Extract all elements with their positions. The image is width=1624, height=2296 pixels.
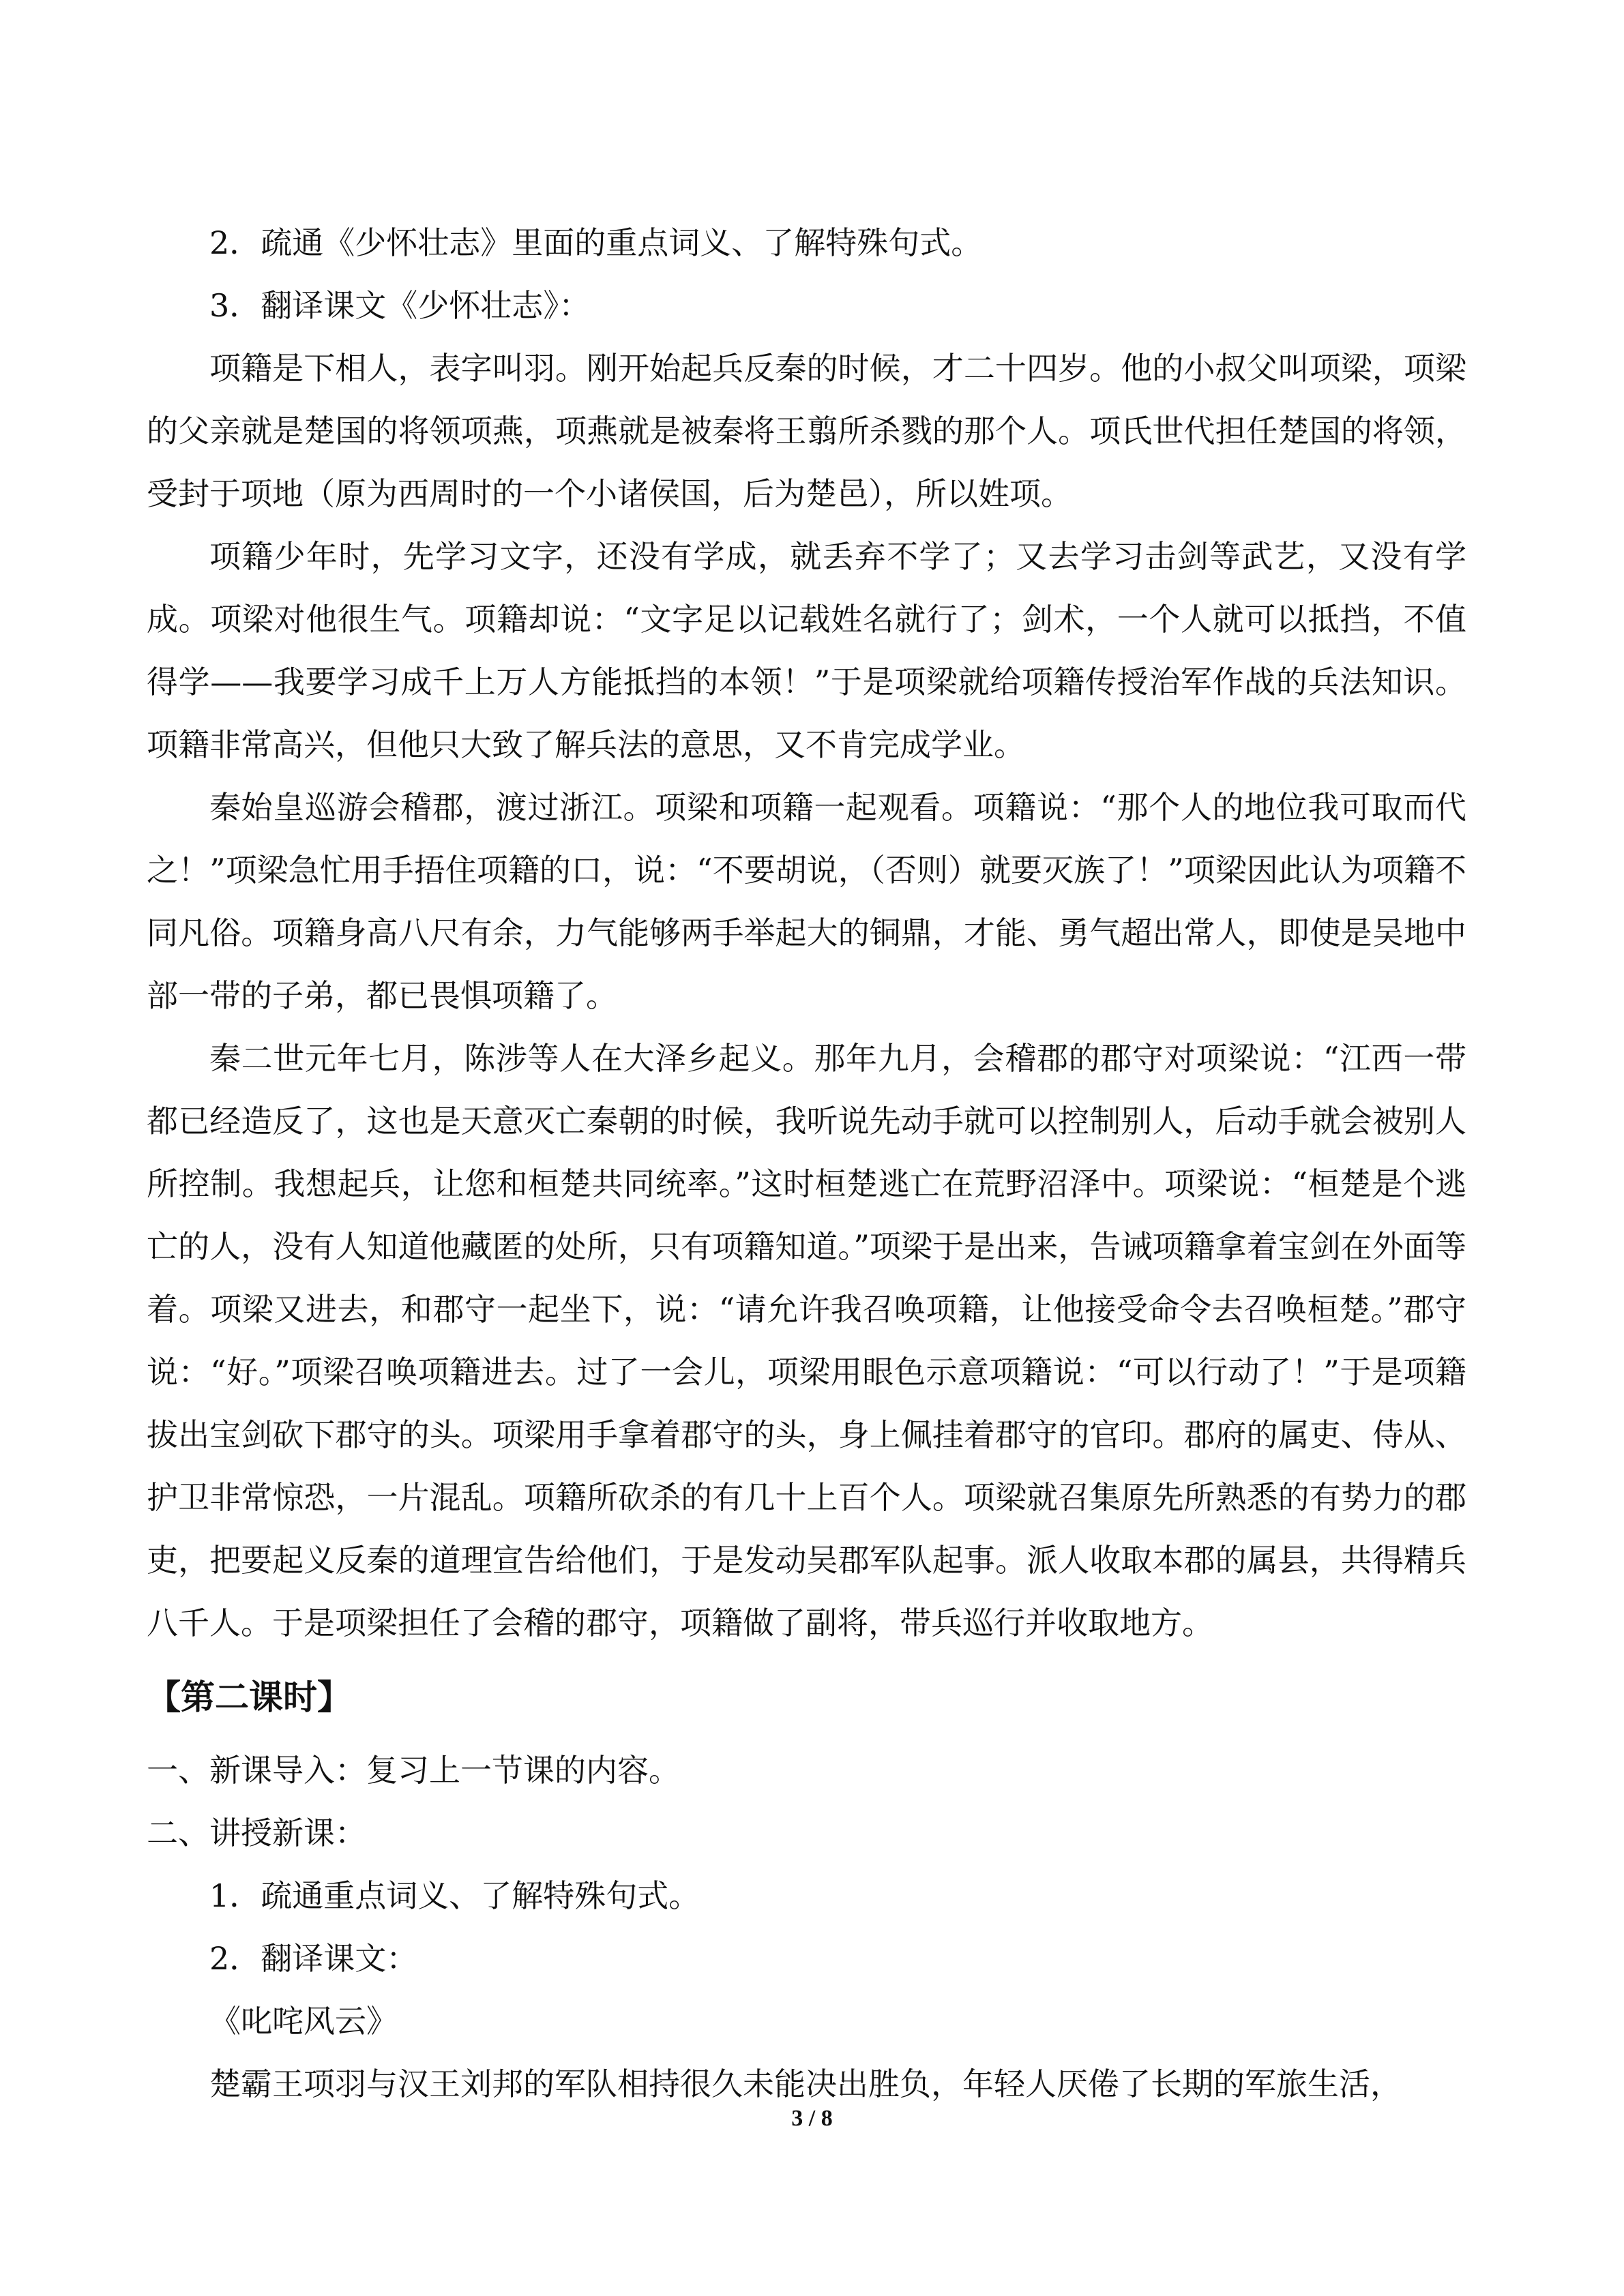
paragraph-xiangji-origin: 项籍是下相人，表字叫羽。刚开始起兵反秦的时候，才二十四岁。他的小叔父叫项梁，项梁的父亲就是楚国的将领项燕，项燕就是被秦将王翦所杀戮的那个人。项氏世代担任楚国的将领，受封于项地（原为西周时的一个小诸侯国，后为楚邑），所以姓项。: [147, 350, 1466, 512]
paragraph-uprising: 秦二世元年七月，陈涉等人在大泽乡起义。那年九月，会稽郡的郡守对项梁说：“江西一带都已经造反了，这也是天意灭亡秦朝的时候，我听说先动手就可以控制别人，后动手就会被别人所控制。我想起兵，让您和桓楚共同统率。”这时桓楚逃亡在荒野沼泽中。项梁说：“桓楚是个逃亡的人，没有人知道他藏匿的处所，只有项籍知道。”项梁于是出来，告诫项籍拿着宝剑在外面等着。项梁又进去，和郡守一起坐下，说：“请允许我召唤项籍，让他接受命令去召唤桓楚。”郡守说：“好。”项梁召唤项籍进去。过了一会儿，项梁用眼色示意项籍说：“可以行动了！”于是项籍拔出宝剑砍下郡守的头。项梁用手拿着郡守的头，身上佩挂着郡守的官印。郡府的属吏、侍从、护卫非常惊恐，一片混乱。项籍所砍杀的有几十上百个人。项梁就召集原先所熟悉的有势力的郡吏，把要起义反秦的道理宣告给他们，于是发动吴郡军队起事。派人收取本郡的属县，共得精兵八千人。于是项梁担任了会稽的郡守，项籍做了副将，带兵巡行并收取地方。: [147, 1040, 1466, 1641]
paragraph-chuhan-war: 楚霸王项羽与汉王刘邦的军队相持很久未能决出胜负，年轻人厌倦了长期的军旅生活，: [209, 2066, 1402, 2102]
page-body: [147, 211, 1466, 2115]
text-title: 《叱咤风云》: [209, 2003, 398, 2040]
list-item-translate-text: 3．翻译课文《少怀壮志》：: [209, 287, 591, 324]
lesson-step-intro: 一、新课导入：复习上一节课的内容。: [147, 1752, 680, 1789]
list-item-translate: 2．翻译课文：: [209, 1940, 418, 1977]
page-number: 3 / 8: [791, 2106, 833, 2131]
lesson-step-teach: 二、讲授新课：: [147, 1815, 366, 1851]
paragraph-xiangji-youth: 项籍少年时，先学习文字，还没有学成，就丢弃不学了；又去学习击剑等武艺，又没有学成。项梁对他很生气。项籍却说：“文字足以记载姓名就行了；剑术，一个人就可以抵挡，不值得学——我要学习成千上万人方能抵挡的本领！”于是项梁就给项籍传授治军作战的兵法知识。项籍非常高兴，但他只大致了解兵法的意思，又不肯完成学业。: [147, 538, 1466, 763]
list-item-key-words: 1．疏通重点词义、了解特殊句式。: [209, 1877, 700, 1914]
paragraph-qin-tour: 秦始皇巡游会稽郡，渡过浙江。项梁和项籍一起观看。项籍说：“那个人的地位我可取而代之！”项梁急忙用手捂住项籍的口，说：“不要胡说，（否则）就要灭族了！”项梁因此认为项籍不同凡俗。项籍身高八尺有余，力气能够两手举起大的铜鼎，才能、勇气超出常人，即使是吴地中部一带的子弟，都已畏惧项籍了。: [147, 789, 1466, 1014]
section-heading-second-lesson: 【第二课时】: [147, 1678, 351, 1717]
list-item-dredge-words: 2．疏通《少怀壮志》里面的重点词义、了解特殊句式。: [209, 224, 983, 261]
